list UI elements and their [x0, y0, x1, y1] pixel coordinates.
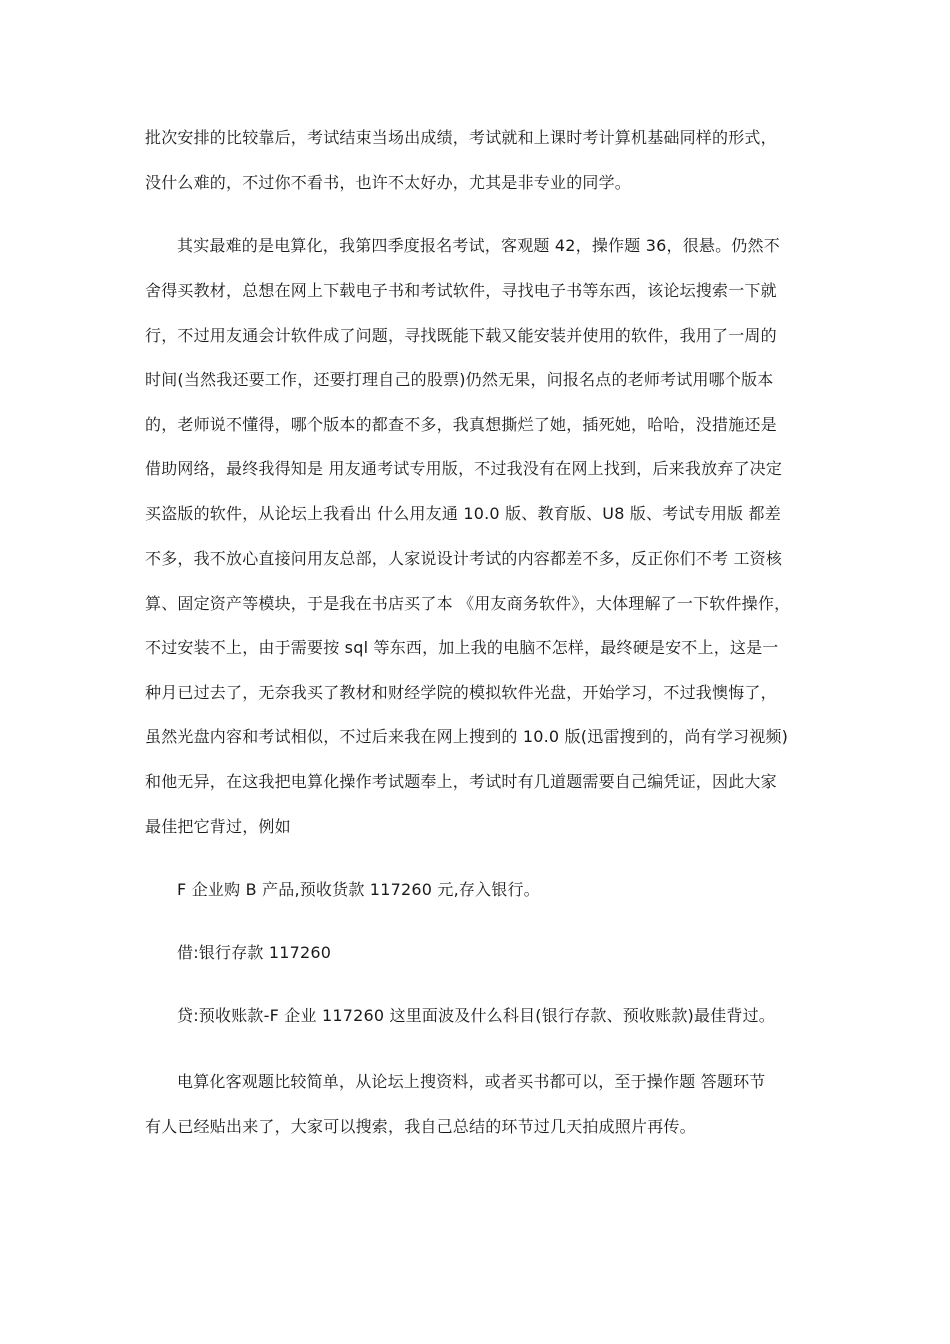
text-line: 和他无异，在这我把电算化操作考试题奉上，考试时有几道题需要自己编凭证，因此大家	[145, 772, 777, 791]
text-line: 算、固定资产等模块，于是我在书店买了本 《用友商务软件》，大体理解了一下软件操作，	[145, 594, 791, 613]
text-line: 买盗版的软件，从论坛上我看出 什么用友通 10.0 版、教育版、U8 版、考试专用版 都差	[145, 504, 781, 523]
text-line: 其实最难的是电算化，我第四季度报名考试，客观题 42，操作题 36，很悬。仍然不	[177, 236, 780, 255]
text-line: 电算化客观题比较简单，从论坛上搜资料，或者买书都可以，至于操作题 答题环节	[177, 1072, 766, 1091]
text-line: 舍得买教材，总想在网上下载电子书和考试软件，寻找电子书等东西，该论坛搜索一下就	[145, 281, 777, 300]
text-line: F 企业购 B 产品,预收货款 117260 元,存入银行。	[177, 880, 540, 899]
text-line: 的，老师说不懂得，哪个版本的都查不多，我真想撕烂了她，插死她，哈哈，没措施还是	[145, 415, 777, 434]
text-line: 时间(当然我还要工作，还要打理自己的股票)仍然无果，问报名点的老师考试用哪个版本	[145, 370, 774, 389]
text-line: 没什么难的，不过你不看书，也许不太好办，尤其是非专业的同学。	[145, 173, 632, 192]
text-line: 最佳把它背过，例如	[145, 817, 291, 836]
text-line: 不过安装不上，由于需要按 sql 等东西，加上我的电脑不怎样，最终硬是安不上，这是一	[145, 638, 779, 657]
text-line: 有人已经贴出来了，大家可以搜索，我自己总结的环节过几天拍成照片再传。	[145, 1117, 696, 1136]
text-line: 借助网络，最终我得知是 用友通考试专用版，不过我没有在网上找到，后来我放弃了决定	[145, 459, 783, 478]
text-line: 行，不过用友通会计软件成了问题，寻找既能下载又能安装并使用的软件，我用了一周的	[145, 326, 777, 345]
text-line: 贷:预收账款-F 企业 117260 这里面波及什么科目(银行存款、预收账款)最佳背过。	[177, 1006, 775, 1025]
text-line: 借:银行存款 117260	[177, 943, 332, 962]
text-line: 批次安排的比较靠后，考试结束当场出成绩，考试就和上课时考计算机基础同样的形式，	[145, 128, 777, 147]
text-line: 不多，我不放心直接问用友总部，人家说设计考试的内容都差不多，反正你们不考 工资核	[145, 549, 783, 568]
text-line: 种月已过去了，无奈我买了教材和财经学院的模拟软件光盘，开始学习，不过我懊悔了，	[145, 683, 777, 702]
text-line: 虽然光盘内容和考试相似，不过后来我在网上搜到的 10.0 版(迅雷搜到的，尚有学习视频)	[145, 727, 789, 746]
